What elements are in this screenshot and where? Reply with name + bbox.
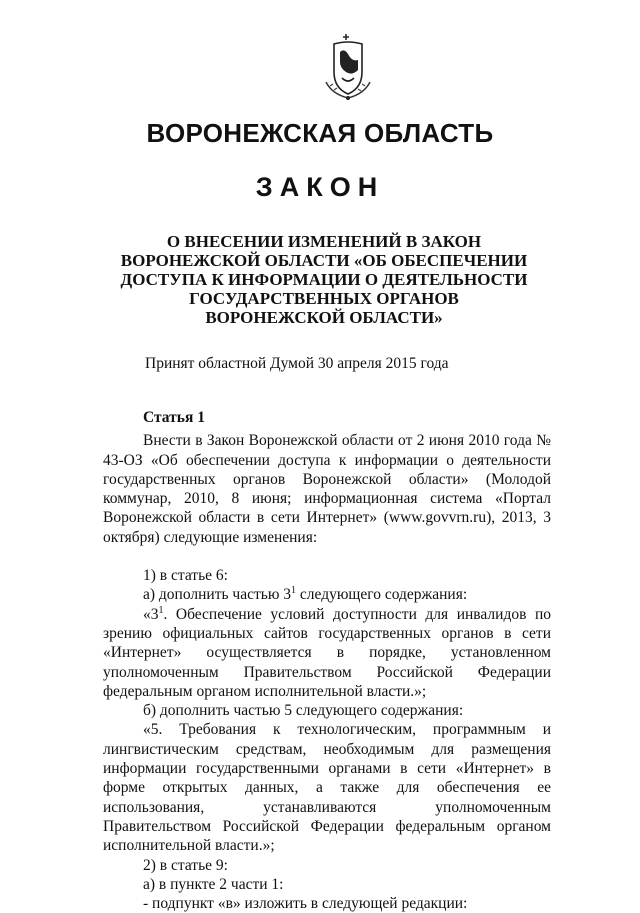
title-line: ДОСТУПА К ИНФОРМАЦИИ О ДЕЯТЕЛЬНОСТИ bbox=[120, 270, 528, 289]
list-item-1: 1) в статье 6: bbox=[143, 567, 228, 585]
list-item-2a: а) в пункте 2 части 1: bbox=[143, 875, 284, 893]
article-heading: Статья 1 bbox=[143, 409, 205, 426]
title-line: ВОРОНЕЖСКОЙ ОБЛАСТИ «ОБ ОБЕСПЕЧЕНИИ bbox=[120, 251, 528, 270]
adoption-date: Принят областной Думой 30 апреля 2015 года bbox=[145, 355, 449, 372]
region-heading: ВОРОНЕЖСКАЯ ОБЛАСТЬ bbox=[146, 118, 494, 148]
list-item-1a: а) дополнить частью $3^1$ следующего содержания: bbox=[143, 585, 468, 604]
coat-of-arms-emblem bbox=[318, 22, 378, 102]
title-line: О ВНЕСЕНИИ ИЗМЕНЕНИЙ В ЗАКОН bbox=[166, 232, 482, 251]
list-item-2: 2) в статье 9: bbox=[143, 856, 228, 874]
article-body bbox=[103, 408, 551, 913]
quote-part-3-1: «$3^1$. Обеспечение условий доступности для инвалидов по зрению официальных сайтов государственных органов в сети «Интернет» осуществляется в порядке, установленном уполномоченным Правительством Российской Федерации федеральным органом исполнительной власти.»; bbox=[103, 604, 551, 700]
law-title bbox=[100, 232, 548, 327]
list-item-1b: б) дополнить частью 5 следующего содержания: bbox=[143, 702, 464, 720]
title-line: ВОРОНЕЖСКОЙ ОБЛАСТИ» bbox=[205, 308, 443, 327]
title-line: ГОСУДАРСТВЕННЫХ ОРГАНОВ bbox=[189, 289, 459, 308]
list-item-2a-sub: - подпункт «в» изложить в следующей редакции: bbox=[143, 895, 468, 913]
quote-part-5: «5. Требования к технологическим, программным и лингвистическим средствам, необходимым для размещения информации государственными органами в сети «Интернет» в форме открытых данных, а также для обеспечения ее использования, устанавливаются уполномоченным Правительством Российской Федерации федеральным органом исполнительной власти.»; bbox=[103, 721, 551, 855]
document-type: ЗАКОН bbox=[255, 172, 385, 202]
article-intro: Внести в Закон Воронежской области от 2 июня 2010 года № 43-ОЗ «Об обеспечении доступа к информации о деятельности государственных органов Воронежской области» (Молодой коммунар, 2010, 8 июня; информационная система «Портал Воронежской области в сети Интернет» (www.govvrn.ru), 2013, 3 октября) следующие изменения: bbox=[103, 432, 551, 546]
